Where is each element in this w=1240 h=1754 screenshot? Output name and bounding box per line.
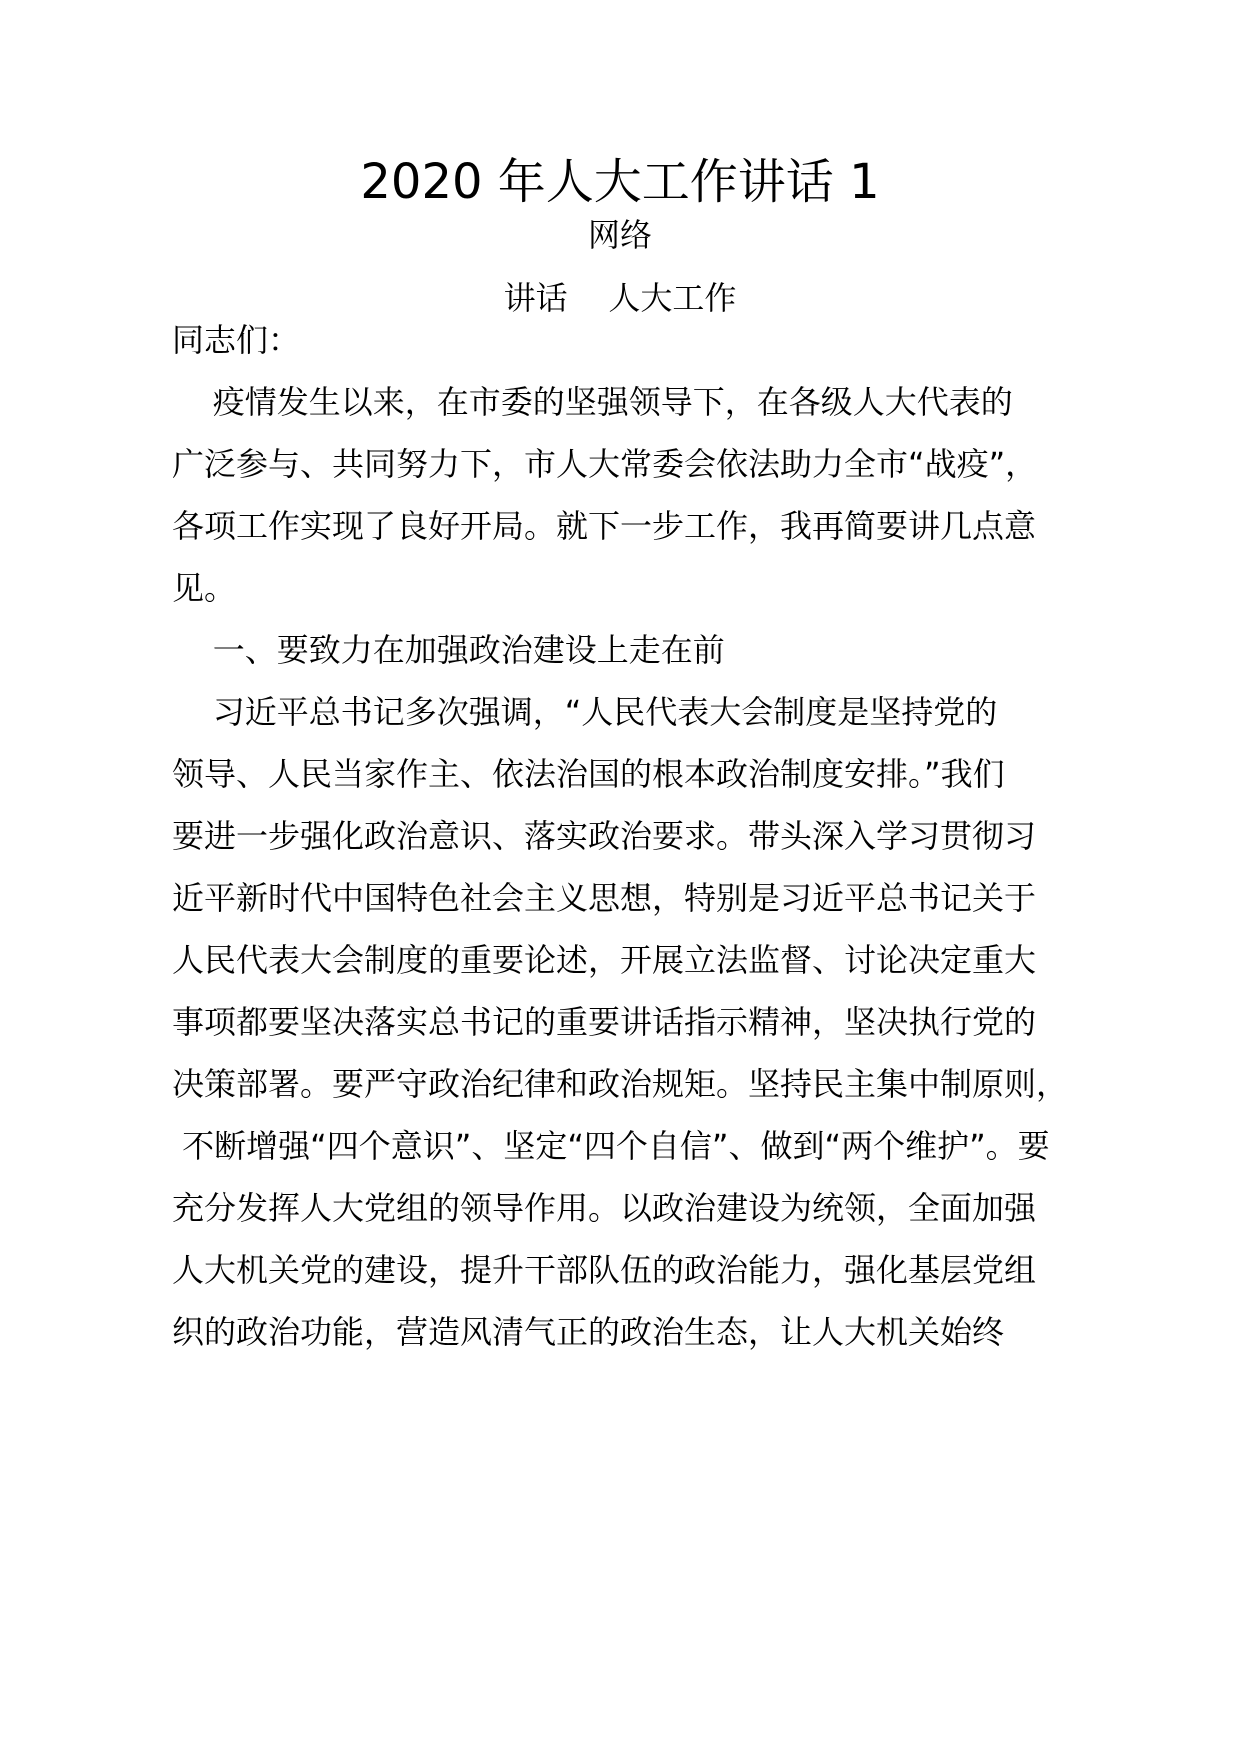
body-line: 事项都要坚决落实总书记的重要讲话指示精神，坚决执行党的 [172, 1003, 1037, 1041]
document-author: 网络 [587, 216, 652, 254]
body-line: 人大机关党的建设，提升干部队伍的政治能力，强化基层党组 [172, 1251, 1037, 1289]
document-title: 2020 年人大工作讲话 1 [360, 154, 880, 210]
body-line: 不断增强“四个意识”、坚定“四个自信”、做到“两个维护”。要 [172, 1127, 1050, 1165]
body-line: 广泛参与、共同努力下，市人大常委会依法助力全市“战疫”， [172, 445, 1038, 483]
body-line: 织的政治功能，营造风清气正的政治生态，让人大机关始终 [172, 1313, 1005, 1351]
body-line: 各项工作实现了良好开局。就下一步工作，我再简要讲几点意 [172, 507, 1037, 545]
body-line: 充分发挥人大党组的领导作用。以政治建设为统领，全面加强 [172, 1189, 1037, 1227]
body-line: 要进一步强化政治意识、落实政治要求。带头深入学习贯彻习 [172, 817, 1037, 855]
document-keywords: 讲话 人大工作 [503, 279, 737, 317]
body-line: 决策部署。要严守政治纪律和政治规矩。坚持民主集中制原则， [172, 1065, 1069, 1103]
body-line: 领导、人民当家作主、依法治国的根本政治制度安排。”我们 [172, 755, 1005, 793]
body-line: 疫情发生以来，在市委的坚强领导下，在各级人大代表的 [172, 383, 1013, 421]
body-line: 见。 [172, 569, 237, 607]
body-line: 习近平总书记多次强调，“人民代表大会制度是坚持党的 [172, 693, 998, 731]
salutation-line: 同志们： [172, 321, 301, 359]
body-line: 近平新时代中国特色社会主义思想，特别是习近平总书记关于 [172, 879, 1037, 917]
section-heading: 一、要致力在加强政治建设上走在前 [172, 631, 725, 669]
body-line: 人民代表大会制度的重要论述，开展立法监督、讨论决定重大 [172, 941, 1037, 979]
